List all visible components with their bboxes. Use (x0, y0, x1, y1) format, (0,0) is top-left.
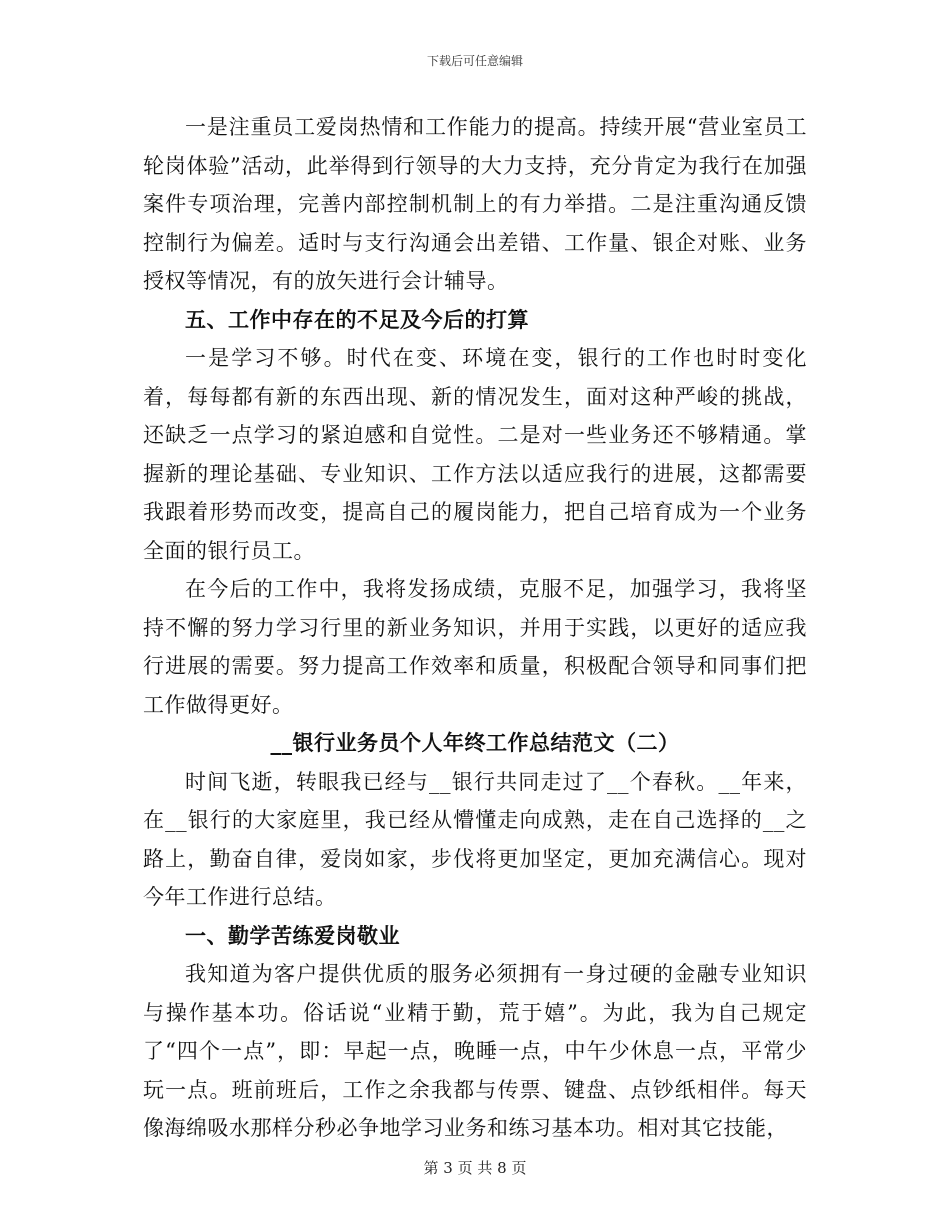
page-number: 第 3 页 共 8 页 (423, 1159, 527, 1177)
paragraph: 我知道为客户提供优质的服务必须拥有一身过硬的金融专业知识与操作基本功。俗话说“业精于勤，荒于嬉”。为此，我为自己规定了“四个一点”，即：早起一点，晚睡一点，中午少休息一点，平常少玩一点。班前班后，工作之余我都与传票、键盘、点钞纸相伴。每天像海绵吸水那样分秒必争地学习业务和练习基本功。相对其它技能， (143, 962, 807, 1140)
section-heading: 一、勤学苦练爱岗敬业 (185, 922, 400, 948)
paragraph: 一是注重员工爱岗热情和工作能力的提高。持续开展“营业室员工轮岗体验”活动，此举得到行领导的大力支持，充分肯定为我行在加强案件专项治理，完善内部控制机制上的有力举措。二是注重沟通反馈控制行为偏差。适时与支行沟通会出差错、工作量、银企对账、业务授权等情况，有的放矢进行会计辅导。 (143, 115, 807, 293)
paragraph: 一是学习不够。时代在变、环境在变，银行的工作也时时变化着，每每都有新的东西出现、新的情况发生，面对这种严峻的挑战，还缺乏一点学习的紧迫感和自觉性。二是对一些业务还不够精通。掌握新的理论基础、专业知识、工作方法以适应我行的进展，这都需要我跟着形势而改变，提高自己的履岗能力，把自己培育成为一个业务全面的银行员工。 (143, 346, 807, 563)
page-header-note: 下载后可任意编辑 (426, 54, 523, 68)
document-body (143, 108, 807, 1148)
paragraph: 时间飞逝，转眼我已经与__银行共同走过了__个春秋。__年来，在__银行的大家庭里，我已经从懵懂走向成熟，走在自己选择的__之路上，勤奋自律，爱岗如家，步伐将更加坚定，更加充满信心。现对今年工作进行总结。 (143, 769, 807, 909)
paragraph: 在今后的工作中，我将发扬成绩，克服不足，加强学习，我将坚持不懈的努力学习行里的新业务知识，并用于实践，以更好的适应我行进展的需要。努力提高工作效率和质量，积极配合领导和同事们把工作做得更好。 (143, 577, 807, 717)
document-title: __银行业务员个人年终工作总结范文（二） (270, 730, 680, 755)
section-heading: 五、工作中存在的不足及今后的打算 (185, 306, 529, 332)
